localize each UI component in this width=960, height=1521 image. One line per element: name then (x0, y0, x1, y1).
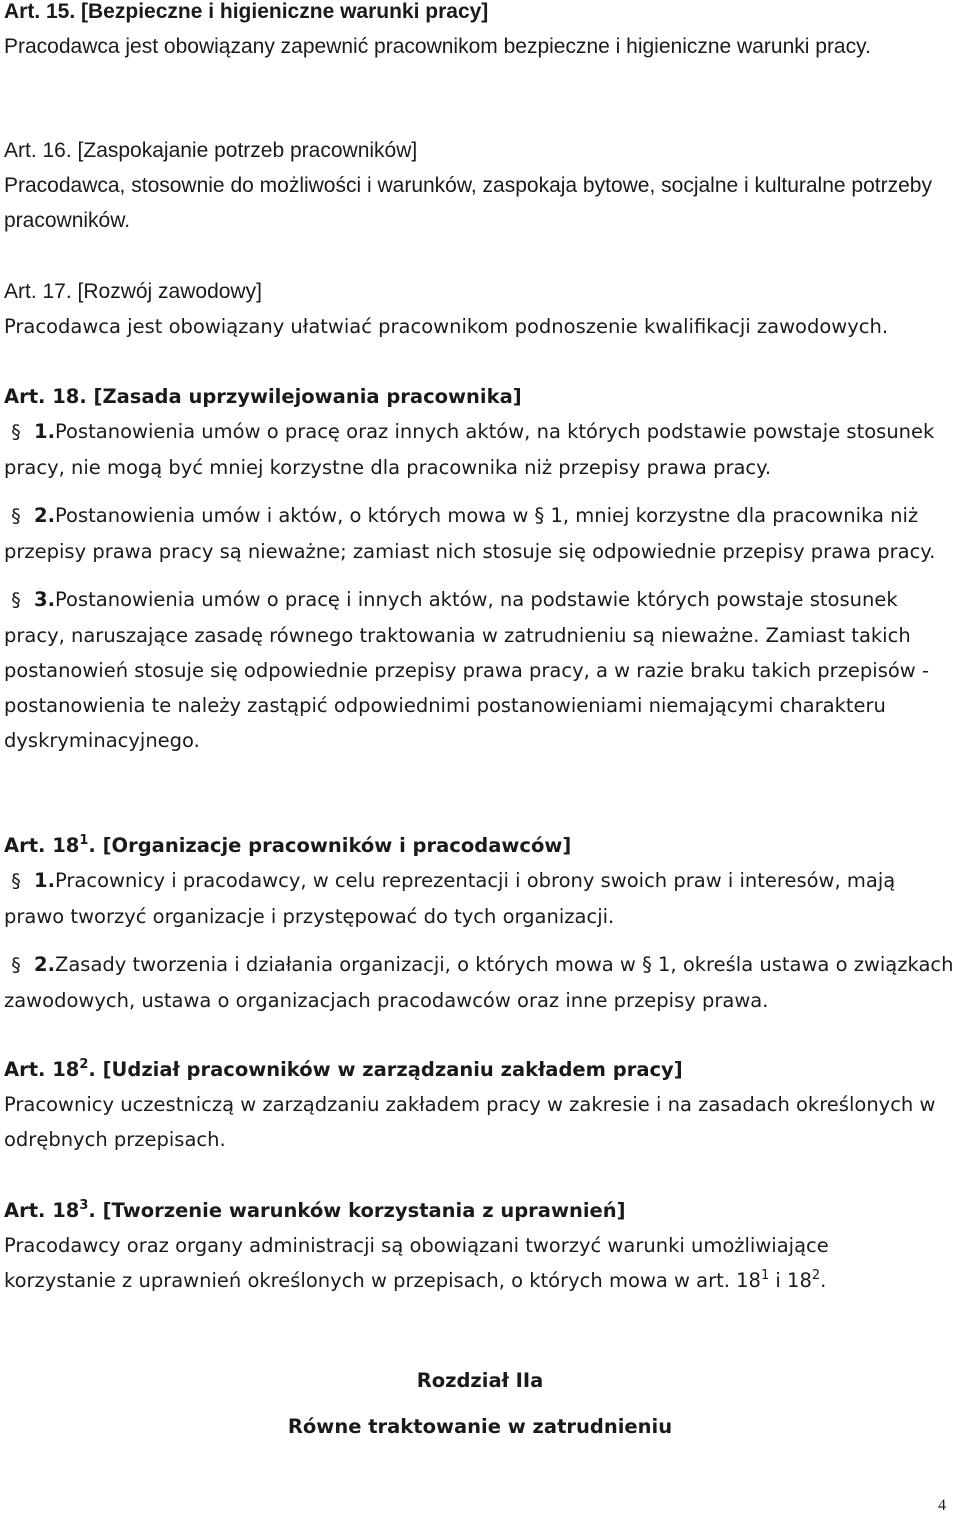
heading-superscript: 3 (79, 1197, 89, 1213)
body-text-join: i 18 (769, 1269, 812, 1292)
article-heading: Art. 18. [Zasada uprzywilejowania pracownika] (4, 385, 522, 408)
reference-superscript: 1 (760, 1267, 770, 1283)
article-body: Pracodawca jest obowiązany ułatwiać pracownikom podnoszenie kwalifikacji zawodowych. (4, 315, 889, 338)
article-16 (4, 133, 958, 238)
page-number: 4 (938, 1497, 946, 1514)
body-text: Pracodawcy oraz organy administracji są obowiązani tworzyć warunki umożliwiające korzystanie z uprawnień określonych w przepisach, o których mowa w art. 18 (4, 1234, 829, 1292)
paragraph-number: 2. (34, 953, 55, 976)
heading-prefix: Art. 18 (4, 1199, 80, 1222)
reference-superscript: 2 (811, 1267, 821, 1283)
heading-prefix: Art. 18 (4, 1058, 80, 1081)
article-heading (4, 1052, 958, 1087)
article-body: Pracodawca jest obowiązany zapewnić pracownikom bezpieczne i higieniczne warunki pracy. (4, 35, 871, 58)
heading-superscript: 1 (79, 832, 89, 848)
paragraph-2 (4, 947, 958, 1018)
heading-title: . [Tworzenie warunków korzystania z uprawnień] (88, 1199, 626, 1222)
article-17 (4, 274, 958, 344)
article-18-3 (4, 1193, 958, 1298)
article-18 (4, 379, 958, 758)
article-body: Pracownicy uczestniczą w zarządzaniu zakładem pracy w zakresie i na zasadach określonych w odrębnych przepisach. (4, 1093, 936, 1151)
section-sign: § (11, 954, 21, 976)
article-18-2 (4, 1052, 958, 1157)
paragraph-number: 1. (34, 869, 55, 892)
article-heading: Art. 17. [Rozwój zawodowy] (4, 280, 262, 303)
section-sign: § (11, 505, 21, 527)
article-heading (4, 828, 958, 863)
chapter-title: Równe traktowanie w zatrudnieniu (287, 1415, 673, 1438)
article-body (4, 1228, 904, 1298)
paragraph-text: Zasady tworzenia i działania organizacji, o których mowa w § 1, określa ustawa o związkach zawodowych, ustawa o organizacjach pracodawców oraz inne przepisy prawa. (4, 953, 954, 1012)
body-text-end: . (820, 1269, 827, 1292)
article-heading (4, 1193, 958, 1228)
section-sign: § (11, 589, 21, 611)
article-15 (4, 0, 958, 64)
paragraph-number: 1. (34, 420, 55, 443)
chapter-number: Rozdział IIa (416, 1369, 544, 1392)
paragraph-text: Postanowienia umów o pracę i innych aktów, na podstawie których powstaje stosunek pracy, naruszające zasadę równego traktowania w zatrudnieniu są nieważne. Zamiast takich postanowień stosuje się odpowiednie przepisy prawa pracy, a w razie braku takich przepisów - postanowienia te należy zastąpić odpowiednimi postanowieniami niemającymi charakteru dyskryminacyjnego. (4, 588, 929, 752)
heading-title: . [Organizacje pracowników i pracodawców] (88, 834, 572, 857)
paragraph-1 (4, 414, 958, 485)
paragraph-number: 3. (34, 588, 55, 611)
article-body: Pracodawca, stosownie do możliwości i warunków, zaspokaja bytowe, socjalne i kulturalne potrzeby pracowników. (4, 174, 932, 232)
section-sign: § (11, 421, 21, 443)
paragraph-text: Postanowienia umów i aktów, o których mowa w § 1, mniej korzystne dla pracownika niż przepisy prawa pracy są nieważne; zamiast nich stosuje się odpowiednie przepisy prawa pracy. (4, 504, 936, 563)
heading-title: . [Udział pracowników w zarządzaniu zakładem pracy] (88, 1058, 683, 1081)
paragraph-text: Pracownicy i pracodawcy, w celu reprezentacji i obrony swoich praw i interesów, mają prawo tworzyć organizacje i przystępować do tych organizacji. (4, 869, 896, 928)
paragraph-number: 2. (34, 504, 55, 527)
paragraph-text: Postanowienia umów o pracę oraz innych aktów, na których podstawie powstaje stosunek pracy, nie mogą być mniej korzystne dla pracownika niż przepisy prawa pracy. (4, 420, 935, 479)
paragraph-2 (4, 498, 958, 569)
article-heading: Art. 15. [Bezpieczne i higieniczne warunki pracy] (4, 0, 489, 23)
paragraph-1 (4, 863, 958, 934)
heading-prefix: Art. 18 (4, 834, 80, 857)
article-heading: Art. 16. [Zaspokajanie potrzeb pracowników] (4, 139, 418, 162)
heading-superscript: 2 (79, 1056, 89, 1072)
paragraph-3 (4, 582, 958, 758)
article-18-1 (4, 828, 958, 1018)
section-sign: § (11, 870, 21, 892)
